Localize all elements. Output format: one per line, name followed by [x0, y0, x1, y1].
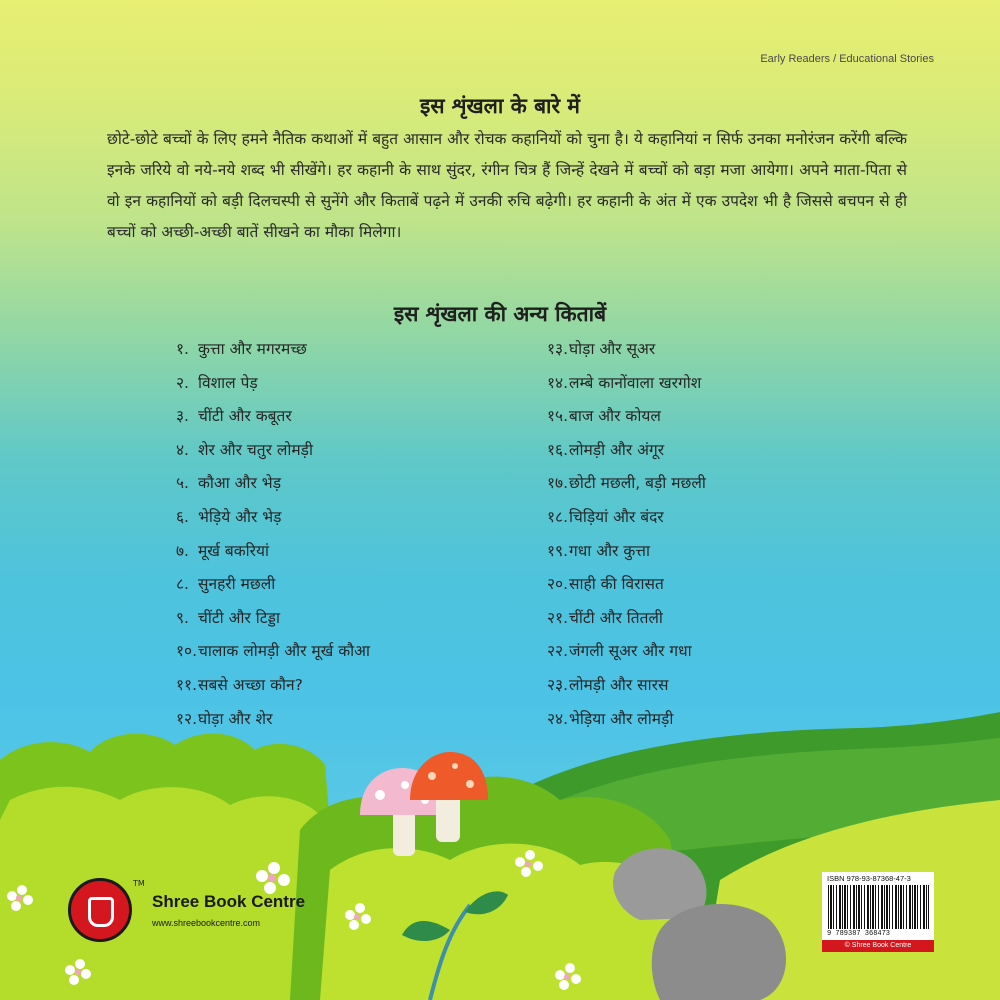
book-list-item: १. कुत्ता और मगरमच्छ [176, 340, 307, 358]
book-list-item: १४.लम्बे कानोंवाला खरगोश [547, 373, 702, 392]
book-list-item: १९.गधा और कुत्ता [547, 541, 650, 560]
publisher-logo [68, 878, 145, 942]
trademark-mark: TM [133, 879, 145, 888]
book-list-item: १२.घोड़ा और शेर [176, 709, 273, 728]
about-series-heading: इस शृंखला के बारे में [420, 94, 580, 118]
book-list-item: ८. सुनहरी मछली [176, 575, 276, 594]
book-list-item: १६.लोमड़ी और अंगूर [547, 440, 665, 459]
book-list-item: ९. चींटी और टिड्डा [176, 608, 280, 627]
isbn-label: ISBN 978-93-87368-47-3 [827, 874, 911, 883]
copyright-strip: © Shree Book Centre [822, 940, 934, 952]
book-list-item: १३.घोड़ा और सूअर [547, 340, 656, 358]
book-list-item: १०.चालाक लोमड़ी और मूर्ख कौआ [176, 642, 370, 661]
book-list-item: २३.लोमड़ी और सारस [547, 675, 669, 694]
publisher-name: Shree Book Centre [152, 892, 306, 911]
publisher-website: www.shreebookcentre.com [152, 918, 261, 928]
book-list-item: ४. शेर और चतुर लोमड़ी [176, 440, 313, 459]
book-list-item: २२.जंगली सूअर और गधा [547, 642, 692, 661]
book-list-item: २. विशाल पेड़ [176, 373, 258, 392]
barcode-icon [828, 885, 929, 929]
book-list-item: १७.छोटी मछली, बड़ी मछली [547, 474, 706, 493]
book-list-item: ३. चींटी और कबूतर [176, 407, 292, 426]
book-list-item: २१.चींटी और तितली [547, 608, 663, 627]
book-list-item: ६. भेड़िये और भेड़ [176, 507, 282, 526]
barcode-digits: 9 789387 368473 [827, 930, 891, 938]
book-list-item: ५. कौआ और भेड़ [176, 474, 281, 493]
book-icon [88, 897, 114, 927]
category-label: Early Readers / Educational Stories [760, 53, 934, 65]
about-series-text: छोटे-छोटे बच्चों के लिए हमने नैतिक कथाओं में बहुत आसान और रोचक कहानियों को चुना है। ये कहानियां न सिर्फ उनका मनोरंजन करेंगी बल्कि इनके जरिये वो नये-नये शब्द भी सीखेंगे। हर कहानी के साथ सुंदर, रंगीन चित्र हैं जिन्हें देखने में बच्चों को बड़ा मजा आयेगा। अपने माता-पिता से वो इन कहानियों को बड़ी दिलचस्पी से सुनेंगे और किताबें पढ़ने में उनकी रुचि बढ़ेगी। हर कहानी के अंत में एक उपदेश भी है जिससे बचपन से ही बच्चों को अच्छी-अच्छी बातें सीखने का मौका मिलेगा। [107, 130, 907, 241]
mushroom-red-cap [410, 752, 488, 800]
mushroom-stem [393, 808, 415, 856]
book-list-item: १८.चिड़ियां और बंदर [547, 507, 664, 526]
book-list-item: २४.भेड़िया और लोमड़ी [547, 709, 674, 728]
other-books-heading: इस शृंखला की अन्य किताबें [393, 302, 607, 326]
rock [652, 904, 786, 1000]
book-list-item: ७. मूर्ख बकरियां [176, 541, 269, 560]
book-list-item: २०.साही की विरासत [547, 575, 664, 594]
isbn-barcode-box [822, 872, 934, 950]
book-list-item: १५.बाज और कोयल [547, 407, 661, 426]
book-list-item: ११.सबसे अच्छा कौन? [176, 675, 303, 694]
